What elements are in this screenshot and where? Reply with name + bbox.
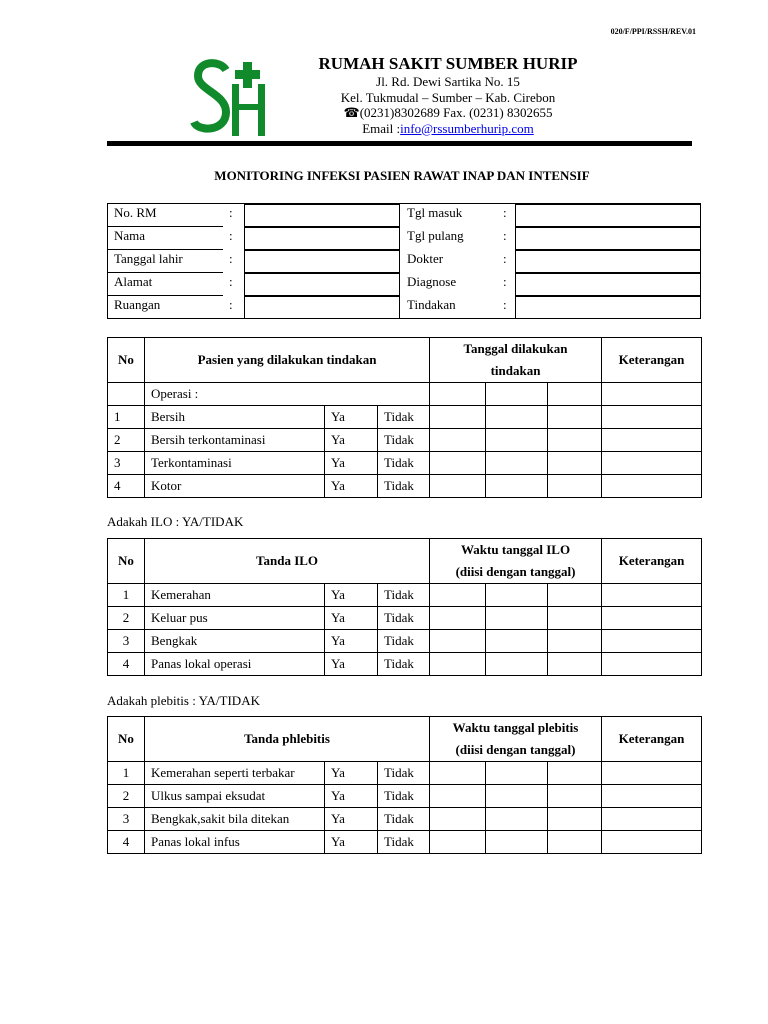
field-colon: : — [503, 274, 507, 289]
email-line — [270, 121, 626, 137]
date-cell[interactable] — [548, 630, 602, 653]
yes-option[interactable]: Ya — [325, 406, 378, 429]
patient-field-input[interactable] — [244, 273, 400, 296]
table-row — [108, 762, 702, 785]
date-cell[interactable] — [430, 808, 486, 831]
patient-field-label: Tanggal lahir — [114, 251, 183, 266]
yes-option[interactable]: Ya — [325, 831, 378, 854]
field-underline — [108, 226, 223, 227]
date-cell[interactable] — [548, 383, 602, 406]
field-colon: : — [229, 228, 233, 243]
col-date-header: Waktu tanggal plebitis (diisi dengan tanggal) — [430, 717, 602, 762]
row-item: Terkontaminasi — [145, 452, 325, 475]
no-option[interactable]: Tidak — [378, 653, 430, 676]
patient-field-input[interactable] — [515, 227, 701, 250]
yes-option[interactable]: Ya — [325, 584, 378, 607]
yes-option[interactable]: Ya — [325, 452, 378, 475]
no-option[interactable]: Tidak — [378, 808, 430, 831]
date-cell[interactable] — [486, 653, 548, 676]
col-item-header: Tanda ILO — [145, 539, 430, 584]
date-cell[interactable] — [548, 584, 602, 607]
field-underline — [108, 295, 223, 296]
yes-option[interactable]: Ya — [325, 808, 378, 831]
col-item-header: Tanda phlebitis — [145, 717, 430, 762]
patient-field-label: Alamat — [114, 274, 153, 289]
table-row — [108, 475, 702, 498]
date-cell[interactable] — [486, 607, 548, 630]
patient-field-input[interactable] — [244, 227, 400, 250]
patient-field-label: Tgl masuk — [407, 205, 463, 220]
date-cell[interactable] — [486, 785, 548, 808]
row-item: Bengkak — [145, 630, 325, 653]
operasi-table — [107, 337, 702, 498]
table-row — [108, 785, 702, 808]
address-street: Jl. Rd. Dewi Sartika No. 15 — [376, 74, 520, 89]
patient-info-box — [107, 203, 701, 319]
col-no-header: No — [108, 338, 145, 383]
col-date-header: Tanggal dilakukan tindakan — [430, 338, 602, 383]
row-number: 1 — [108, 762, 145, 785]
note-cell[interactable] — [602, 584, 702, 607]
patient-field-label: Tindakan — [407, 297, 456, 312]
phone-number: (0231)8302689 Fax. (0231) 8302655 — [359, 105, 553, 120]
table-row — [108, 630, 702, 653]
date-cell[interactable] — [548, 808, 602, 831]
date-cell[interactable] — [548, 429, 602, 452]
date-cell[interactable] — [548, 475, 602, 498]
note-cell[interactable] — [602, 429, 702, 452]
no-option[interactable]: Tidak — [378, 406, 430, 429]
table-row — [108, 429, 702, 452]
document-code: 020/F/PPI/RSSH/REV.01 — [610, 27, 696, 36]
col-date-header: Waktu tanggal ILO (diisi dengan tanggal) — [430, 539, 602, 584]
date-cell[interactable] — [486, 831, 548, 854]
email-label: Email : — [362, 120, 401, 136]
yes-option[interactable]: Ya — [325, 630, 378, 653]
date-cell[interactable] — [430, 785, 486, 808]
patient-field-label: Diagnose — [407, 274, 457, 289]
field-colon: : — [503, 251, 507, 266]
date-cell[interactable] — [486, 630, 548, 653]
col-no-header: No — [108, 539, 145, 584]
yes-option[interactable]: Ya — [325, 607, 378, 630]
date-cell[interactable] — [486, 383, 548, 406]
no-option[interactable]: Tidak — [378, 452, 430, 475]
row-item: Bersih terkontaminasi — [145, 429, 325, 452]
note-cell[interactable] — [602, 831, 702, 854]
row-item: Panas lokal infus — [145, 831, 325, 854]
phone-line — [270, 105, 626, 121]
ilo-table — [107, 538, 702, 676]
note-cell[interactable] — [602, 452, 702, 475]
date-cell[interactable] — [430, 452, 486, 475]
row-number: 4 — [108, 831, 145, 854]
date-cell[interactable] — [486, 452, 548, 475]
date-cell[interactable] — [430, 429, 486, 452]
date-cell[interactable] — [548, 785, 602, 808]
yes-option[interactable]: Ya — [325, 653, 378, 676]
field-underline — [108, 249, 223, 250]
patient-field-label: Nama — [114, 228, 146, 243]
hospital-header — [270, 54, 626, 136]
patient-field-label: Dokter — [407, 251, 444, 266]
date-cell[interactable] — [548, 607, 602, 630]
note-cell[interactable] — [602, 383, 702, 406]
field-colon: : — [229, 251, 233, 266]
table-row — [108, 584, 702, 607]
date-cell[interactable] — [486, 808, 548, 831]
note-cell[interactable] — [602, 607, 702, 630]
row-item: Kotor — [145, 475, 325, 498]
patient-field-input[interactable] — [515, 273, 701, 296]
note-cell[interactable] — [602, 785, 702, 808]
field-colon: : — [503, 228, 507, 243]
row-number: 1 — [108, 584, 145, 607]
row-number: 2 — [108, 785, 145, 808]
patient-field-input[interactable] — [515, 204, 701, 227]
patient-field-input[interactable] — [244, 296, 400, 319]
ilo-question: Adakah ILO : YA/TIDAK — [107, 514, 244, 529]
note-cell[interactable] — [602, 475, 702, 498]
no-option[interactable]: Tidak — [378, 607, 430, 630]
row-number: 2 — [108, 607, 145, 630]
header-divider — [107, 141, 692, 146]
patient-field-input[interactable] — [244, 250, 400, 273]
row-item: Kemerahan — [145, 584, 325, 607]
row-item: Keluar pus — [145, 607, 325, 630]
date-cell[interactable] — [548, 653, 602, 676]
col-item-header: Pasien yang dilakukan tindakan — [145, 338, 430, 383]
yes-option[interactable]: Ya — [325, 785, 378, 808]
row-item: Panas lokal operasi — [145, 653, 325, 676]
table-row — [108, 653, 702, 676]
date-cell[interactable] — [430, 653, 486, 676]
date-cell[interactable] — [430, 406, 486, 429]
no-option[interactable]: Tidak — [378, 785, 430, 808]
row-item: Bersih — [145, 406, 325, 429]
patient-field-label: Ruangan — [114, 297, 161, 312]
row-number: 1 — [108, 406, 145, 429]
no-option[interactable]: Tidak — [378, 584, 430, 607]
date-cell[interactable] — [430, 383, 486, 406]
date-cell[interactable] — [486, 429, 548, 452]
document-title: MONITORING INFEKSI PASIEN RAWAT INAP DAN INTENSIF — [214, 168, 590, 183]
col-note-header: Keterangan — [602, 338, 702, 383]
note-cell[interactable] — [602, 762, 702, 785]
field-colon: : — [503, 205, 507, 220]
row-number: 4 — [108, 653, 145, 676]
row-item: Bengkak,sakit bila ditekan — [145, 808, 325, 831]
note-cell[interactable] — [602, 406, 702, 429]
hospital-logo — [190, 56, 270, 138]
patient-field-input[interactable] — [244, 204, 400, 227]
yes-option[interactable]: Ya — [325, 429, 378, 452]
field-colon: : — [229, 274, 233, 289]
date-cell[interactable] — [548, 406, 602, 429]
row-number: 3 — [108, 630, 145, 653]
date-cell[interactable] — [430, 831, 486, 854]
patient-field-label: No. RM — [114, 205, 157, 220]
patient-field-input[interactable] — [515, 250, 701, 273]
field-colon: : — [229, 205, 233, 220]
table-row — [108, 831, 702, 854]
field-colon: : — [229, 297, 233, 312]
field-colon: : — [503, 297, 507, 312]
yes-option[interactable]: Ya — [325, 762, 378, 785]
col-no-header: No — [108, 717, 145, 762]
yes-option[interactable]: Ya — [325, 475, 378, 498]
row-number: 3 — [108, 452, 145, 475]
table-row — [108, 607, 702, 630]
col-note-header: Keterangan — [602, 539, 702, 584]
table-row — [108, 808, 702, 831]
no-option[interactable]: Tidak — [378, 831, 430, 854]
no-option[interactable]: Tidak — [378, 429, 430, 452]
phone-icon: ☎ — [343, 105, 360, 120]
row-number: 4 — [108, 475, 145, 498]
no-option[interactable]: Tidak — [378, 630, 430, 653]
hospital-name: RUMAH SAKIT SUMBER HURIP — [318, 54, 578, 73]
group-no-cell — [108, 383, 145, 406]
date-cell[interactable] — [486, 584, 548, 607]
patient-field-label: Tgl pulang — [407, 228, 464, 243]
date-cell[interactable] — [486, 475, 548, 498]
date-cell[interactable] — [548, 452, 602, 475]
row-number: 3 — [108, 808, 145, 831]
date-cell[interactable] — [430, 762, 486, 785]
table-row — [108, 452, 702, 475]
date-cell[interactable] — [548, 831, 602, 854]
note-cell[interactable] — [602, 808, 702, 831]
date-cell[interactable] — [430, 475, 486, 498]
row-item: Kemerahan seperti terbakar — [145, 762, 325, 785]
col-note-header: Keterangan — [602, 717, 702, 762]
date-cell[interactable] — [430, 607, 486, 630]
date-cell[interactable] — [548, 762, 602, 785]
row-item: Ulkus sampai eksudat — [145, 785, 325, 808]
patient-field-input[interactable] — [515, 296, 701, 319]
note-cell[interactable] — [602, 653, 702, 676]
note-cell[interactable] — [602, 630, 702, 653]
email-link[interactable]: info@rssumberhurip.com — [400, 120, 534, 136]
plebitis-question: Adakah plebitis : YA/TIDAK — [107, 693, 260, 708]
date-cell[interactable] — [430, 630, 486, 653]
date-cell[interactable] — [430, 584, 486, 607]
date-cell[interactable] — [486, 406, 548, 429]
group-label: Operasi : — [145, 383, 430, 406]
field-underline — [108, 272, 223, 273]
row-number: 2 — [108, 429, 145, 452]
address-area: Kel. Tukmudal – Sumber – Kab. Cirebon — [340, 89, 556, 105]
no-option[interactable]: Tidak — [378, 475, 430, 498]
plebitis-table — [107, 716, 702, 854]
no-option[interactable]: Tidak — [378, 762, 430, 785]
table-row — [108, 406, 702, 429]
date-cell[interactable] — [486, 762, 548, 785]
